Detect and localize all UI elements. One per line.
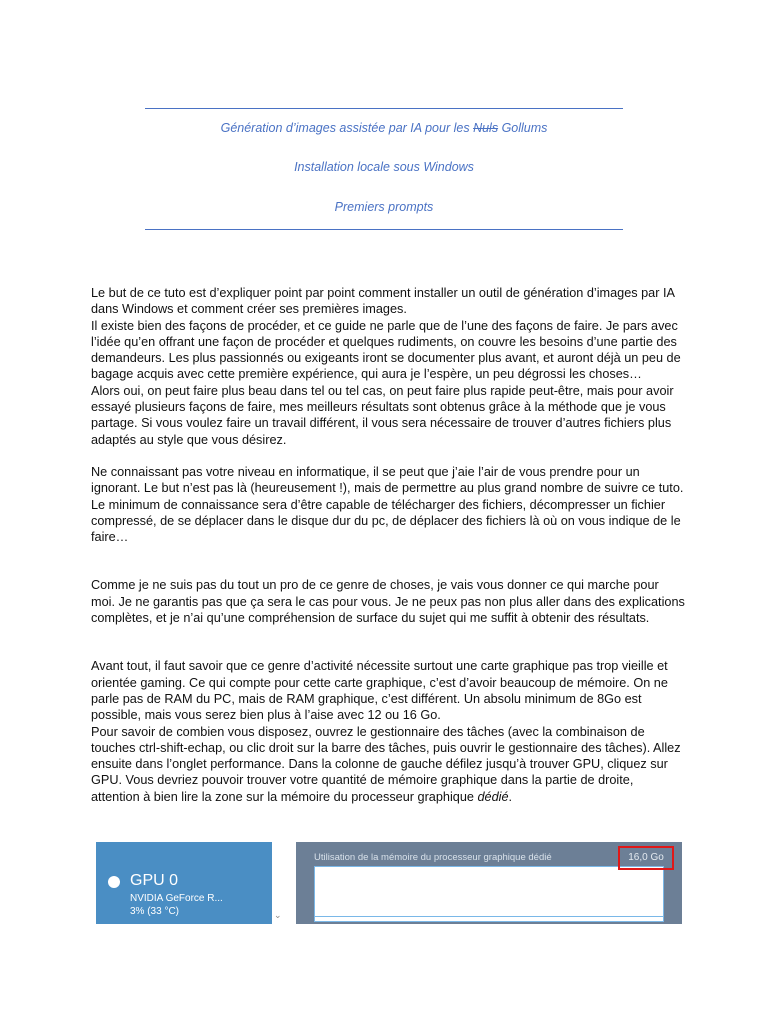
gpu-selected-indicator-icon	[108, 876, 120, 888]
period: .	[508, 789, 513, 804]
paragraph-gpu-requirement: Avant tout, il faut savoir que ce genre d’activité nécessite surtout une carte graphique pas trop vieille et orientée gaming. Ce qui compte pour cette carte graphique, c’est d’avoir beaucoup de mémoire. On ne parle pas de RAM du PC, mais de RAM graphique, c’est différent. Un absolu minimum de 8Go est possible, mais vous serez bien plus à l’aise avec 12 ou 16 Go.	[91, 659, 668, 723]
title-prefix: Génération d’images assistée par IA pour les	[220, 121, 470, 135]
top-rule	[145, 108, 623, 109]
gpu-name: GPU 0	[130, 872, 179, 889]
body-text	[91, 285, 685, 805]
paragraph-approach: Il existe bien des façons de procéder, et ce guide ne parle que de l’une des façons de faire. Je pars avec l’idée qu’en offrant une façon de procéder et quelques rudiments, on couvre les besoins d’une partie des demandeurs. Les plus passionnés ou exigeants iront se documenter plus avant, et auront déjà un peu de bagage acquis avec cette première expérience, qui aura je l’espère, un peu dégrossi les choses…	[91, 318, 681, 382]
graph-baseline	[315, 916, 663, 917]
dedicated-memory-graph	[314, 866, 664, 922]
doc-subtitle-prompts: Premiers prompts	[334, 200, 434, 214]
gpu-selector-tile[interactable]	[96, 842, 272, 924]
gpu-usage: 3% (33 °C)	[130, 906, 180, 917]
dedicated-memory-value: 16,0 Go	[618, 846, 674, 870]
doc-subtitle-install: Installation locale sous Windows	[294, 160, 474, 174]
scroll-down-icon[interactable]: ⌄	[274, 910, 282, 920]
paragraph-task-manager	[91, 724, 685, 805]
doc-title	[0, 121, 768, 135]
title-struck-word: Nuls	[473, 121, 499, 135]
gpu-model: NVIDIA GeForce R...	[130, 893, 223, 904]
paragraph-alternatives: Alors oui, on peut faire plus beau dans tel ou tel cas, on peut faire plus rapide peut-être, mais pour avoir essayé plusieurs façons de faire, mes meilleurs résultats sont obtenus grâce à la méthode que je vous partage. Si vous voulez faire un travail différent, il vous sera nécessaire de trouver d’autres fichiers plus adaptés au style que vous désirez.	[91, 383, 674, 447]
bottom-rule	[145, 229, 623, 230]
paragraph-intro: Le but de ce tuto est d’expliquer point par point comment installer un outil de génération d’images par IA dans Windows et comment créer ses premières images.	[91, 286, 675, 317]
task-manager-text: Pour savoir de combien vous disposez, ouvrez le gestionnaire des tâches (avec la combinaison de touches ctrl-shift-echap, ou clic droit sur la barre des tâches, puis ouvrir le gestionnaire des tâches). Allez ensuite dans l’onglet performance. Dans la colonne de gauche défilez jusqu’à trouver GPU, cliquez sur GPU. Vous devriez pouvoir trouver votre quantité de mémoire graphique dans la partie de droite, attention à bien lire la zone sur la mémoire du processeur graphique	[91, 724, 681, 804]
emphasis-dedie: dédié	[477, 789, 509, 804]
dedicated-memory-panel	[296, 842, 682, 924]
dedicated-memory-label: Utilisation de la mémoire du processeur graphique dédié	[314, 852, 552, 863]
paragraph-disclaimer: Comme je ne suis pas du tout un pro de ce genre de choses, je vais vous donner ce qui marche pour moi. Je ne garantis pas que ça sera le cas pour vous. Je ne peux pas non plus aller dans des explications complètes, et je n’ai qu’une compréhension de surface du sujet qui me suffit à obtenir des résultats.	[91, 578, 685, 626]
title-suffix: Gollums	[501, 121, 548, 135]
paragraph-level: Ne connaissant pas votre niveau en informatique, il se peut que j’aie l’air de vous prendre pour un ignorant. Le but n’est pas là (heureusement !), mais de permettre au plus grand nombre de suivre ce tuto. Le minimum de connaissance sera d’être capable de télécharger des fichiers, décompresser un fichier compressé, de se déplacer dans le disque dur du pc, de déplacer des fichiers là où on vous indique de le faire…	[91, 464, 684, 545]
